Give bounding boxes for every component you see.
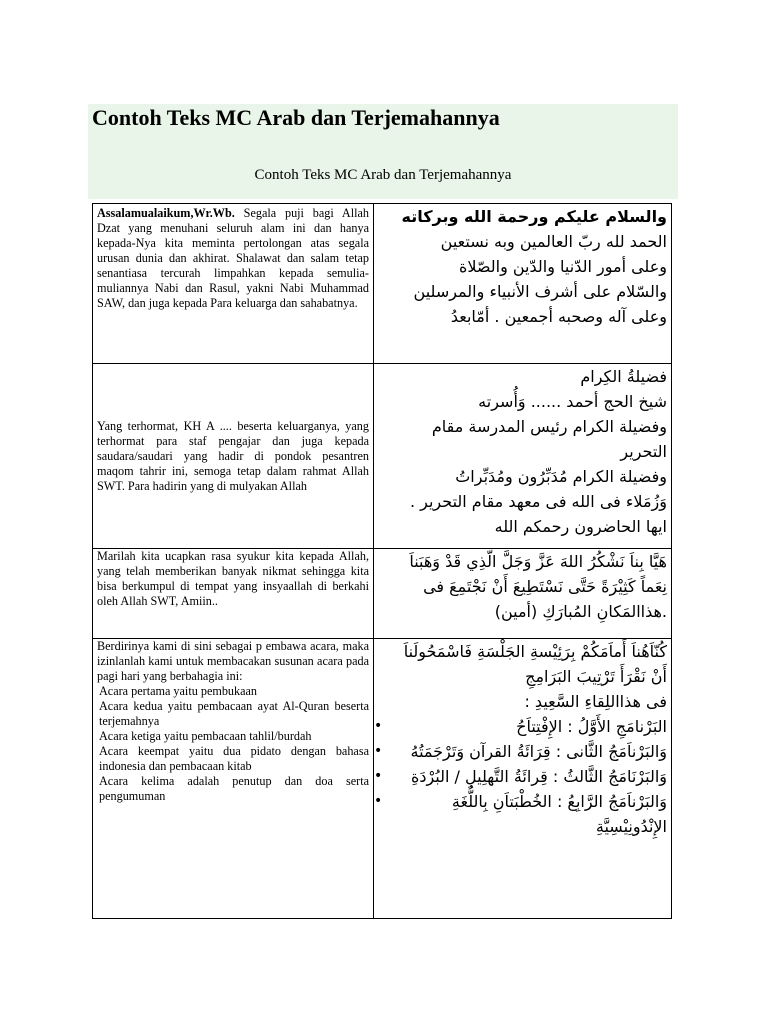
arabic-line: والسّلام على أشرف الأنبياء والمرسلين — [413, 282, 667, 301]
arabic-cell — [374, 204, 672, 364]
agenda-item: • Acara pertama yaitu pembukaan — [97, 684, 369, 699]
table-row — [93, 549, 672, 639]
table-row — [93, 364, 672, 549]
arabic-line: وعلى أمور الدّنيا والدّين والصّلاة — [458, 257, 667, 276]
arabic-agenda-item: البَرْنامَجِ الأَوَّلُ : الإِفْتِتاَحُ • — [378, 714, 667, 739]
table-row — [93, 204, 672, 364]
arabic-line: والسلام عليكم ورحمة الله وبركاته — [401, 207, 667, 226]
agenda-item: • Acara ketiga yaitu pembacaan tahlil/burdah — [97, 729, 369, 744]
arabic-cell — [374, 549, 672, 639]
indonesian-cell — [93, 549, 374, 639]
arabic-agenda-item: وَالبَرْناَمَجُ الرَّابِعُ : الخُطْبَتاَنِ بِاللُّغَةِ الإِنْدُونِيْسِيَّةِ • — [378, 789, 667, 839]
arabic-line: فى هذااللِقاءِ السَّعِيدِ : — [524, 692, 667, 711]
indonesian-cell — [93, 639, 374, 919]
arabic-line: أَنْ نَقْرَأَ تَرْتِيبَ البَرَامِجِ — [525, 667, 667, 686]
arabic-line: وفضيلة الكرام مُدَبِّرُون ومُدَبِّراتُ — [455, 467, 667, 486]
arabic-line: وعلى آله وصحبه أجمعين . أمّابعدُ — [450, 307, 667, 326]
arabic-line: كُنّاَهُناَ أَماَمَكُمْ بِرَئِيْسةِ الجَلْسَةِ فَاسْمَحُولَناَ — [403, 642, 667, 661]
paragraph-text: Berdirinya kami di sini sebagai p embawa acara, maka izinlanlah kami untuk membacakan susunan acara pada pagi hari yang berbahagia ini: — [97, 639, 369, 683]
paragraph-text: Yang terhormat, KH A .... beserta keluarganya, yang terhormat para staf pengajar dan juga kepada saudara/saudari yang hadir di pondok pesantren maqom tahrir ini, semoga tetap dalam rahmat Allah SWT. Para hadirin yang di mulyakan Allah — [97, 418, 369, 493]
arabic-line: نِعَماً كَثِيْرَةً حَتَّى نَسْتَطِيعَ أَنْ نَجْتَمِعَ فى — [423, 577, 667, 596]
page-title: Contoh Teks MC Arab dan Terjemahannya — [92, 105, 500, 130]
agenda-item: • Acara kelima adalah penutup dan doa serta pengumuman — [97, 774, 369, 804]
paragraph-text: Marilah kita ucapkan rasa syukur kita kepada Allah, yang telah memberikan banyak nikmat sehingga kita bisa berkumpul di tempat yang insyaallah di berkahi oleh Allah SWT, Amiin.. — [97, 549, 369, 608]
indonesian-cell — [93, 364, 374, 549]
arabic-agenda-item: وَالبَرْنَامَجُ الثَّالثُ : قِرائَةُ التَّهلِيلِ / البُرْدَةِ • — [378, 764, 667, 789]
paragraph-text: Segala puji bagi Allah Dzat yang menuhani seluruh alam ini dan hanya kepada-Nya kita meminta pertolongan atas segala urusan dunia dan akhirat. Shalawat dan salam tetap senantiasa tercurah limpahkan kepada semulia-muliannya Nabi dan Rasul, yakni Nabi Muhammad SAW, dan juga kepada Para keluarga dan sahabatnya. — [97, 206, 369, 310]
arabic-line: وفضيلة الكرام رئيس المدرسة مقام — [431, 417, 667, 436]
arabic-cell — [374, 364, 672, 549]
arabic-line: ايها الحاضرون رحمكم الله — [494, 517, 667, 536]
greeting-text: Assalamualaikum,Wr.Wb. — [97, 206, 235, 220]
arabic-line: وَزُمَلاء فى الله فى معهد مقام التحرير . — [409, 492, 667, 511]
page-subtitle: Contoh Teks MC Arab dan Terjemahannya — [254, 167, 512, 183]
arabic-cell — [374, 639, 672, 919]
arabic-line: التحرير — [620, 442, 667, 461]
arabic-line: فضيلةُ الكِرام — [580, 367, 667, 386]
table-row — [93, 639, 672, 919]
agenda-item: • Acara kedua yaitu pembacaan ayat Al-Quran beserta terjemahnya — [97, 699, 369, 729]
arabic-agenda-item: وَالبَرْناَمَجُ الثَّانى : قِرَائَةُ القرآن وَتَرْجَمَتُهُ • — [378, 739, 667, 764]
agenda-list — [97, 684, 369, 804]
agenda-item: • Acara keempat yaitu dua pidato dengan bahasa indonesia dan pembacaan kitab — [97, 744, 369, 774]
mc-text-table — [92, 203, 672, 919]
arabic-line: .هذاالمَكانِ المُبارَكِ (أمين) — [494, 602, 667, 621]
arabic-line: الحمد لله ربّ العالمين وبه نستعين — [440, 232, 667, 251]
arabic-agenda-list — [378, 714, 667, 839]
indonesian-cell — [93, 204, 374, 364]
arabic-line: هَيَّا بِناَ نَشْكُرُ اللهَ عَزَّ وَجَلَّ الّذِي قَدْ وَهَبَناَ — [409, 552, 667, 571]
arabic-line: شيخ الحج أحمد ...... وَأُسرته — [478, 392, 667, 411]
